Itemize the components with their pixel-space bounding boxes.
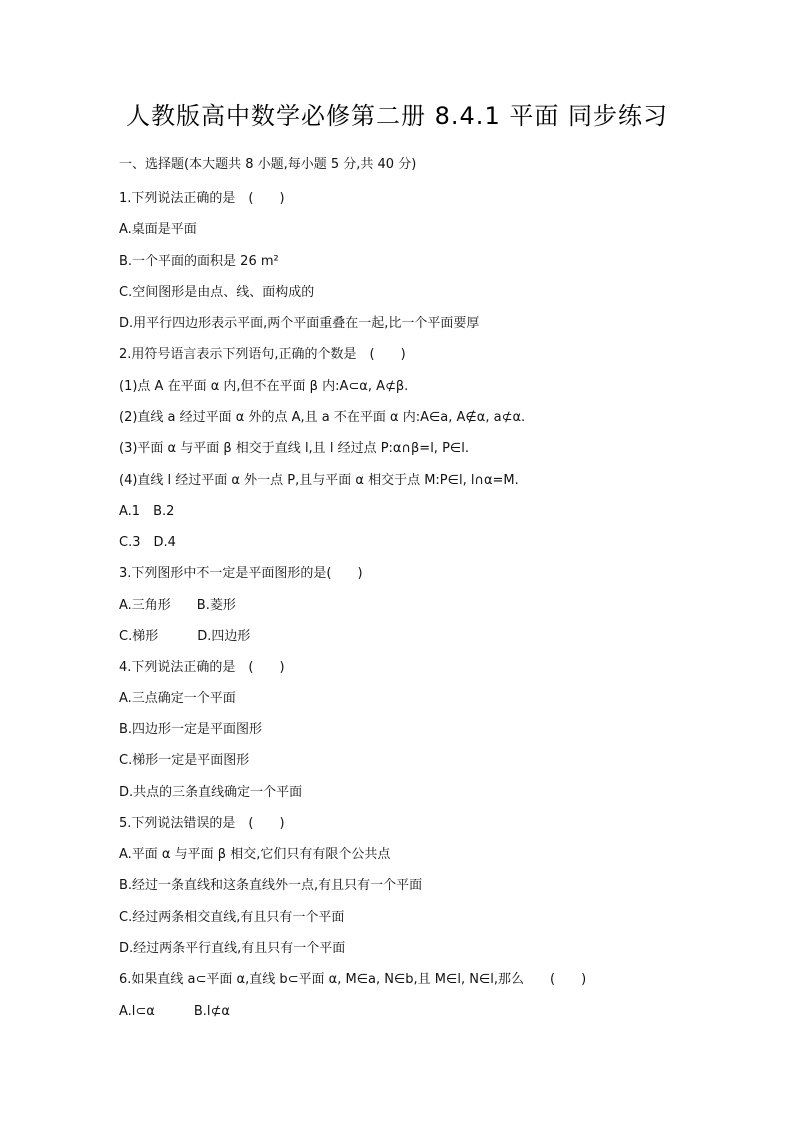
question-2-statement-3: (3)平面 α 与平面 β 相交于直线 l,且 l 经过点 P:α∩β=l, P∈l. xyxy=(119,441,469,456)
question-1-option-d: D.用平行四边形表示平面,两个平面重叠在一起,比一个平面要厚 xyxy=(119,316,480,331)
question-5-stem: 5.下列说法错误的是 ( ) xyxy=(119,816,285,831)
document-title: 人教版高中数学必修第二册 8.4.1 平面 同步练习 xyxy=(126,102,668,130)
question-4-option-c: C.梯形一定是平面图形 xyxy=(119,753,250,768)
question-5-option-c: C.经过两条相交直线,有且只有一个平面 xyxy=(119,910,345,925)
question-6-options-ab: A.l⊂α B.l⊄α xyxy=(119,1004,230,1019)
question-2-options-ab: A.1 B.2 xyxy=(119,504,175,519)
question-4-option-a: A.三点确定一个平面 xyxy=(119,691,236,706)
question-2-stem: 2.用符号语言表示下列语句,正确的个数是 ( ) xyxy=(119,347,406,362)
question-3-stem: 3.下列图形中不一定是平面图形的是( ) xyxy=(119,566,363,581)
question-1-option-a: A.桌面是平面 xyxy=(119,222,197,237)
question-2-statement-1: (1)点 A 在平面 α 内,但不在平面 β 内:A⊂α, A⊄β. xyxy=(119,379,409,394)
question-1-stem: 1.下列说法正确的是 ( ) xyxy=(119,191,285,206)
question-2-statement-2: (2)直线 a 经过平面 α 外的点 A,且 a 不在平面 α 内:A∈a, A∉α, a⊄α. xyxy=(119,410,526,425)
section-header: 一、选择题(本大题共 8 小题,每小题 5 分,共 40 分) xyxy=(119,157,417,172)
question-4-option-b: B.四边形一定是平面图形 xyxy=(119,722,263,737)
question-3-options-ab: A.三角形 B.菱形 xyxy=(119,598,236,613)
question-3-options-cd: C.梯形 D.四边形 xyxy=(119,629,251,644)
question-4-stem: 4.下列说法正确的是 ( ) xyxy=(119,660,285,675)
question-5-option-a: A.平面 α 与平面 β 相交,它们只有有限个公共点 xyxy=(119,847,391,862)
question-2-statement-4: (4)直线 l 经过平面 α 外一点 P,且与平面 α 相交于点 M:P∈l, l∩α=M. xyxy=(119,473,519,488)
question-1-option-c: C.空间图形是由点、线、面构成的 xyxy=(119,285,315,300)
question-5-option-d: D.经过两条平行直线,有且只有一个平面 xyxy=(119,941,346,956)
question-1-option-b: B.一个平面的面积是 26 m² xyxy=(119,254,279,269)
question-5-option-b: B.经过一条直线和这条直线外一点,有且只有一个平面 xyxy=(119,878,423,893)
question-6-stem: 6.如果直线 a⊂平面 α,直线 b⊂平面 α, M∈a, N∈b,且 M∈l, N∈l,那么 ( ) xyxy=(119,972,587,987)
question-4-option-d: D.共点的三条直线确定一个平面 xyxy=(119,785,303,800)
question-2-options-cd: C.3 D.4 xyxy=(119,535,176,550)
